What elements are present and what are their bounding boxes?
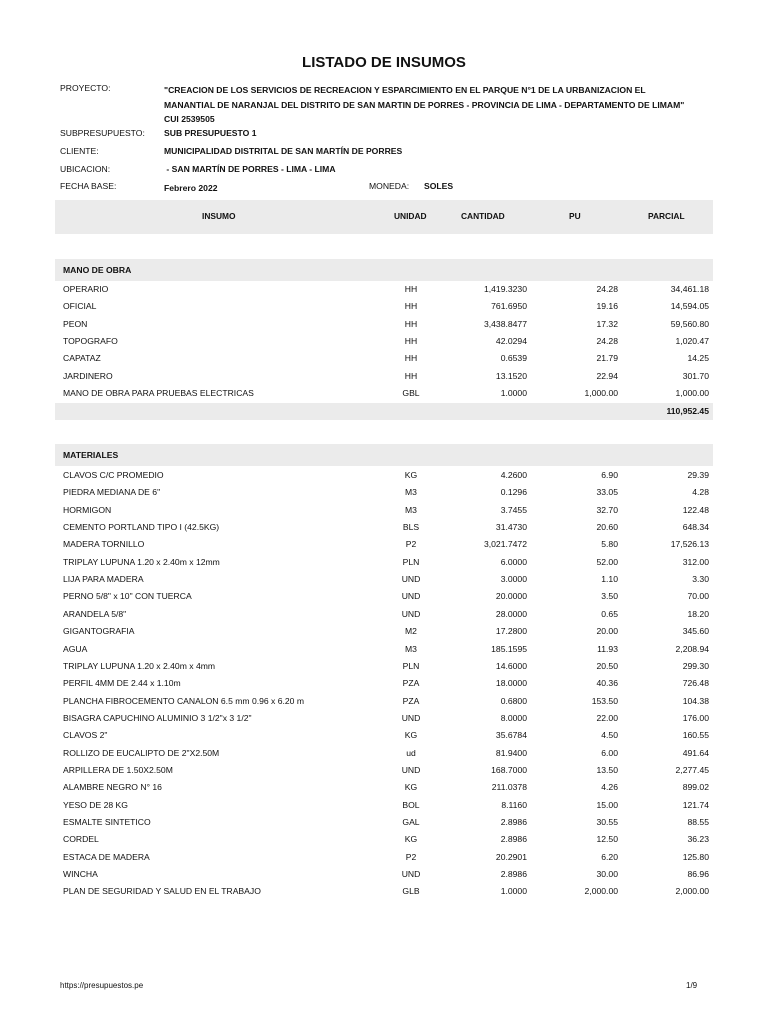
cell-cantidad: 8.1160 bbox=[501, 799, 527, 810]
cell-insumo: LIJA PARA MADERA bbox=[63, 574, 144, 585]
cell-cantidad: 1.0000 bbox=[500, 886, 527, 897]
cell-pu: 52.00 bbox=[596, 556, 618, 567]
cell-unidad: HH bbox=[404, 370, 418, 381]
cell-cantidad: 6.0000 bbox=[500, 556, 527, 567]
cell-cantidad: 13.1520 bbox=[495, 370, 527, 381]
cell-pu: 20.00 bbox=[596, 626, 618, 637]
cell-parcial: 2,277.45 bbox=[675, 764, 709, 775]
cliente-value: MUNICIPALIDAD DISTRITAL DE SAN MARTÍN DE PORRES bbox=[164, 146, 403, 156]
table-row bbox=[55, 606, 713, 623]
cell-unidad: BOL bbox=[402, 799, 420, 810]
table-row bbox=[55, 536, 713, 553]
cell-pu: 1,000.00 bbox=[584, 388, 618, 399]
cell-pu: 15.00 bbox=[596, 799, 618, 810]
cell-pu: 30.00 bbox=[596, 869, 618, 880]
cell-insumo: WINCHA bbox=[63, 869, 98, 880]
cell-unidad: PZA bbox=[402, 678, 420, 689]
cell-pu: 24.28 bbox=[596, 336, 618, 347]
cell-unidad: KG bbox=[404, 470, 418, 480]
cell-cantidad: 211.0378 bbox=[491, 782, 527, 793]
table-row bbox=[55, 745, 713, 762]
cell-insumo: PEON bbox=[63, 318, 88, 329]
cell-cantidad: 761.6950 bbox=[491, 301, 527, 312]
cell-parcial: 176.00 bbox=[682, 712, 709, 723]
proyecto-label: PROYECTO: bbox=[60, 83, 111, 93]
cell-unidad: UND bbox=[401, 574, 421, 585]
table-row bbox=[55, 588, 713, 605]
cell-insumo: AGUA bbox=[63, 643, 88, 654]
cell-unidad: UND bbox=[401, 608, 421, 619]
cell-parcial: 70.00 bbox=[687, 591, 709, 602]
cell-parcial: 36.23 bbox=[687, 834, 709, 845]
cell-cantidad: 185.1595 bbox=[491, 643, 527, 654]
cell-parcial: 14,594.05 bbox=[670, 301, 709, 312]
cell-pu: 40.36 bbox=[596, 678, 618, 689]
cell-unidad: P2 bbox=[405, 851, 417, 862]
table-row bbox=[55, 797, 713, 814]
table-row bbox=[55, 849, 713, 866]
cell-unidad: M3 bbox=[405, 504, 417, 515]
fecha-label: FECHA BASE: bbox=[60, 181, 117, 191]
cell-pu: 153.50 bbox=[591, 695, 618, 706]
proyecto-value bbox=[164, 83, 728, 127]
proyecto-line: "CREACION DE LOS SERVICIOS DE RECREACION Y ESPARCIMIENTO EN EL PARQUE N°1 DE LA URBANIZACION EL bbox=[164, 85, 646, 95]
cell-parcial: 1,000.00 bbox=[675, 388, 709, 399]
table-row bbox=[55, 467, 713, 484]
cell-unidad: KG bbox=[404, 834, 418, 845]
cell-pu: 1.10 bbox=[601, 574, 618, 585]
ubicacion-label: UBICACION: bbox=[60, 164, 111, 174]
cell-parcial: 899.02 bbox=[682, 782, 709, 793]
table-row bbox=[55, 779, 713, 796]
table-row bbox=[55, 623, 713, 640]
cell-unidad: M3 bbox=[405, 643, 417, 654]
cell-insumo: CORDEL bbox=[63, 834, 99, 845]
table-row bbox=[55, 762, 713, 779]
cell-unidad: PZA bbox=[402, 695, 420, 706]
table-header bbox=[55, 200, 713, 234]
table-row bbox=[55, 484, 713, 501]
cell-insumo: BISAGRA CAPUCHINO ALUMINIO 3 1/2"x 3 1/2" bbox=[63, 712, 252, 723]
cell-cantidad: 3,021.7472 bbox=[483, 539, 527, 550]
cell-cantidad: 14.6000 bbox=[495, 660, 527, 671]
cell-insumo: OPERARIO bbox=[63, 284, 109, 294]
cell-parcial: 122.48 bbox=[682, 504, 709, 515]
cell-insumo: CEMENTO PORTLAND TIPO I (42.5KG) bbox=[63, 522, 220, 533]
cell-cantidad: 0.1296 bbox=[500, 487, 527, 498]
table-row bbox=[55, 281, 713, 298]
cell-pu: 19.16 bbox=[596, 301, 618, 312]
cell-pu: 20.60 bbox=[596, 522, 618, 533]
cell-unidad: BLS bbox=[402, 522, 420, 533]
cell-insumo: PLAN DE SEGURIDAD Y SALUD EN EL TRABAJO bbox=[63, 886, 261, 897]
cell-cantidad: 0.6800 bbox=[500, 695, 527, 706]
moneda-label: MONEDA: bbox=[369, 181, 410, 191]
cell-parcial: 160.55 bbox=[682, 730, 709, 741]
cell-pu: 21.79 bbox=[596, 353, 618, 364]
cell-parcial: 4.28 bbox=[692, 487, 709, 498]
ubicacion-value: - SAN MARTÍN DE PORRES - LIMA - LIMA bbox=[164, 164, 336, 174]
proyecto-line: CUI 2539505 bbox=[164, 114, 215, 124]
cell-parcial: 312.00 bbox=[682, 556, 709, 567]
cell-unidad: GBL bbox=[402, 388, 420, 399]
cell-insumo: YESO DE 28 KG bbox=[63, 799, 128, 810]
cell-parcial: 299.30 bbox=[682, 660, 709, 671]
cell-insumo: ESMALTE SINTETICO bbox=[63, 817, 151, 827]
cell-cantidad: 0.6539 bbox=[500, 353, 527, 364]
cell-pu: 33.05 bbox=[596, 487, 618, 498]
cell-parcial: 2,000.00 bbox=[675, 886, 709, 897]
cell-parcial: 18.20 bbox=[687, 608, 709, 619]
cell-insumo: ROLLIZO DE EUCALIPTO DE 2"X2.50M bbox=[63, 747, 220, 758]
section-header bbox=[55, 259, 713, 281]
cell-insumo: MADERA TORNILLO bbox=[63, 539, 145, 550]
section-title: MANO DE OBRA bbox=[63, 265, 132, 275]
cell-pu: 6.20 bbox=[601, 851, 618, 862]
cell-parcial: 125.80 bbox=[682, 851, 709, 862]
table-row bbox=[55, 727, 713, 744]
cell-insumo: ARANDELA 5/8" bbox=[63, 608, 127, 619]
cell-cantidad: 2.8986 bbox=[500, 817, 527, 827]
cell-insumo: CAPATAZ bbox=[63, 353, 101, 364]
cell-unidad: HH bbox=[404, 353, 418, 364]
cell-insumo: ESTACA DE MADERA bbox=[63, 851, 150, 862]
cell-cantidad: 17.2800 bbox=[495, 626, 527, 637]
cell-insumo: CLAVOS C/C PROMEDIO bbox=[63, 470, 164, 480]
cell-unidad: M3 bbox=[405, 487, 417, 498]
col-insumo: INSUMO bbox=[202, 211, 236, 221]
cell-pu: 24.28 bbox=[596, 284, 618, 294]
cell-unidad: HH bbox=[404, 336, 418, 347]
page-number: 1/9 bbox=[686, 981, 698, 990]
cell-cantidad: 20.2901 bbox=[495, 851, 527, 862]
cell-unidad: UND bbox=[401, 712, 421, 723]
cell-insumo: JARDINERO bbox=[63, 370, 113, 381]
cell-insumo: PIEDRA MEDIANA DE 6" bbox=[63, 487, 161, 498]
cell-pu: 0.65 bbox=[601, 608, 618, 619]
cell-unidad: ud bbox=[406, 747, 416, 758]
table-row bbox=[55, 866, 713, 883]
cell-pu: 5.80 bbox=[601, 539, 618, 550]
cell-cantidad: 42.0294 bbox=[495, 336, 527, 347]
page-title: LISTADO DE INSUMOS bbox=[302, 54, 466, 71]
cell-insumo: ARPILLERA DE 1.50X2.50M bbox=[63, 764, 173, 775]
cell-insumo: GIGANTOGRAFIA bbox=[63, 626, 135, 637]
table-row bbox=[55, 641, 713, 658]
cell-cantidad: 2.8986 bbox=[500, 869, 527, 880]
cell-cantidad: 28.0000 bbox=[495, 608, 527, 619]
table-row bbox=[55, 519, 713, 536]
cell-pu: 3.50 bbox=[601, 591, 618, 602]
cell-insumo: CLAVOS 2" bbox=[63, 730, 108, 741]
cell-pu: 22.00 bbox=[596, 712, 618, 723]
cell-unidad: HH bbox=[404, 301, 418, 312]
cell-parcial: 301.70 bbox=[682, 370, 709, 381]
col-pu: PU bbox=[569, 211, 581, 221]
cell-unidad: M2 bbox=[405, 626, 417, 637]
table-row bbox=[55, 675, 713, 692]
cell-pu: 6.00 bbox=[601, 747, 618, 758]
cell-pu: 22.94 bbox=[596, 370, 618, 381]
cell-parcial: 34,461.18 bbox=[670, 284, 709, 294]
cell-pu: 30.55 bbox=[596, 817, 618, 827]
cell-insumo: PLANCHA FIBROCEMENTO CANALON 6.5 mm 0.96 x 6.20 m bbox=[63, 695, 305, 706]
cell-insumo: HORMIGON bbox=[63, 504, 112, 515]
table-row bbox=[55, 814, 713, 831]
cell-insumo: PERNO 5/8" x 10" CON TUERCA bbox=[63, 591, 192, 602]
cell-cantidad: 31.4730 bbox=[495, 522, 527, 533]
table-row bbox=[55, 658, 713, 675]
table-row bbox=[55, 883, 713, 900]
cell-unidad: UND bbox=[401, 869, 421, 880]
cell-cantidad: 81.9400 bbox=[495, 747, 527, 758]
cell-pu: 6.90 bbox=[601, 470, 618, 480]
table-row bbox=[55, 385, 713, 402]
cell-unidad: PLN bbox=[402, 660, 420, 671]
cell-parcial: 86.96 bbox=[687, 869, 709, 880]
cell-parcial: 121.74 bbox=[682, 799, 709, 810]
cell-insumo: TOPOGRAFO bbox=[63, 336, 118, 347]
table-row bbox=[55, 710, 713, 727]
cell-pu: 11.93 bbox=[597, 643, 618, 654]
cell-pu: 32.70 bbox=[596, 504, 618, 515]
table-row bbox=[55, 554, 713, 571]
cell-pu: 12.50 bbox=[596, 834, 618, 845]
cell-cantidad: 2.8986 bbox=[500, 834, 527, 845]
table-row bbox=[55, 831, 713, 848]
cell-pu: 2,000.00 bbox=[584, 886, 618, 897]
cell-insumo: TRIPLAY LUPUNA 1.20 x 2.40m x 12mm bbox=[63, 556, 220, 567]
col-cantidad: CANTIDAD bbox=[461, 211, 505, 221]
cell-pu: 4.26 bbox=[601, 782, 618, 793]
cell-cantidad: 20.0000 bbox=[495, 591, 527, 602]
table-row bbox=[55, 298, 713, 315]
cell-cantidad: 35.6784 bbox=[495, 730, 527, 741]
cell-cantidad: 168.7000 bbox=[491, 764, 527, 775]
cell-pu: 20.50 bbox=[596, 660, 618, 671]
cell-parcial: 3.30 bbox=[692, 574, 709, 585]
cell-parcial: 1,020.47 bbox=[675, 336, 709, 347]
cell-cantidad: 3.7455 bbox=[500, 504, 527, 515]
col-parcial: PARCIAL bbox=[648, 211, 685, 221]
subtotal-value: 110,952.45 bbox=[666, 406, 709, 416]
cell-cantidad: 3,438.8477 bbox=[483, 318, 527, 329]
footer-url[interactable]: https://presupuestos.pe bbox=[60, 981, 144, 990]
cell-pu: 17.32 bbox=[596, 318, 618, 329]
cell-unidad: GAL bbox=[402, 817, 420, 827]
cell-parcial: 2,208.94 bbox=[675, 643, 709, 654]
table-row bbox=[55, 316, 713, 333]
section-subtotal bbox=[55, 403, 713, 420]
cell-pu: 4.50 bbox=[601, 730, 618, 741]
cell-parcial: 29.39 bbox=[687, 470, 709, 480]
section-header bbox=[55, 444, 713, 466]
cell-parcial: 14.25 bbox=[687, 353, 709, 364]
cell-parcial: 345.60 bbox=[682, 626, 709, 637]
proyecto-line: MANANTIAL DE NARANJAL DEL DISTRITO DE SAN MARTIN DE PORRES - PROVINCIA DE LIMA - DEPARTAMENTO DE LIMAM" bbox=[164, 99, 685, 110]
cell-parcial: 59,560.80 bbox=[670, 318, 709, 329]
cell-parcial: 88.55 bbox=[687, 817, 709, 827]
cell-insumo: OFICIAL bbox=[63, 301, 97, 312]
cell-parcial: 726.48 bbox=[682, 678, 709, 689]
cell-pu: 13.50 bbox=[596, 764, 618, 775]
cell-parcial: 17,526.13 bbox=[670, 539, 709, 550]
cell-unidad: P2 bbox=[405, 539, 417, 550]
table-row bbox=[55, 571, 713, 588]
cell-parcial: 104.38 bbox=[682, 695, 709, 706]
cell-insumo: TRIPLAY LUPUNA 1.20 x 2.40m x 4mm bbox=[63, 660, 216, 671]
table-row bbox=[55, 368, 713, 385]
cell-unidad: PLN bbox=[402, 556, 420, 567]
cliente-label: CLIENTE: bbox=[60, 146, 99, 156]
table-row bbox=[55, 333, 713, 350]
subpresupuesto-value: SUB PRESUPUESTO 1 bbox=[164, 128, 257, 138]
fecha-value: Febrero 2022 bbox=[164, 183, 218, 193]
table-row bbox=[55, 502, 713, 519]
cell-unidad: UND bbox=[401, 764, 421, 775]
cell-cantidad: 18.0000 bbox=[495, 678, 527, 689]
cell-unidad: HH bbox=[404, 284, 418, 294]
cell-unidad: KG bbox=[404, 730, 418, 741]
cell-unidad: GLB bbox=[402, 886, 420, 897]
cell-insumo: ALAMBRE NEGRO N° 16 bbox=[63, 782, 162, 793]
cell-parcial: 491.64 bbox=[682, 747, 709, 758]
cell-cantidad: 4.2600 bbox=[500, 470, 527, 480]
section-title: MATERIALES bbox=[63, 450, 119, 460]
cell-parcial: 648.34 bbox=[682, 522, 709, 533]
cell-unidad: UND bbox=[401, 591, 421, 602]
cell-unidad: HH bbox=[404, 318, 418, 329]
cell-unidad: KG bbox=[404, 782, 418, 793]
table-row bbox=[55, 693, 713, 710]
col-unidad: UNIDAD bbox=[394, 211, 427, 221]
cell-cantidad: 3.0000 bbox=[500, 574, 527, 585]
cell-cantidad: 8.0000 bbox=[500, 712, 527, 723]
cell-insumo: PERFIL 4MM DE 2.44 x 1.10m bbox=[63, 678, 181, 689]
cell-insumo: MANO DE OBRA PARA PRUEBAS ELECTRICAS bbox=[63, 388, 254, 399]
cell-cantidad: 1.0000 bbox=[500, 388, 527, 399]
moneda-value: SOLES bbox=[424, 181, 454, 191]
table-row bbox=[55, 350, 713, 367]
cell-cantidad: 1,419.3230 bbox=[483, 284, 527, 294]
subpresupuesto-label: SUBPRESUPUESTO: bbox=[60, 128, 145, 138]
